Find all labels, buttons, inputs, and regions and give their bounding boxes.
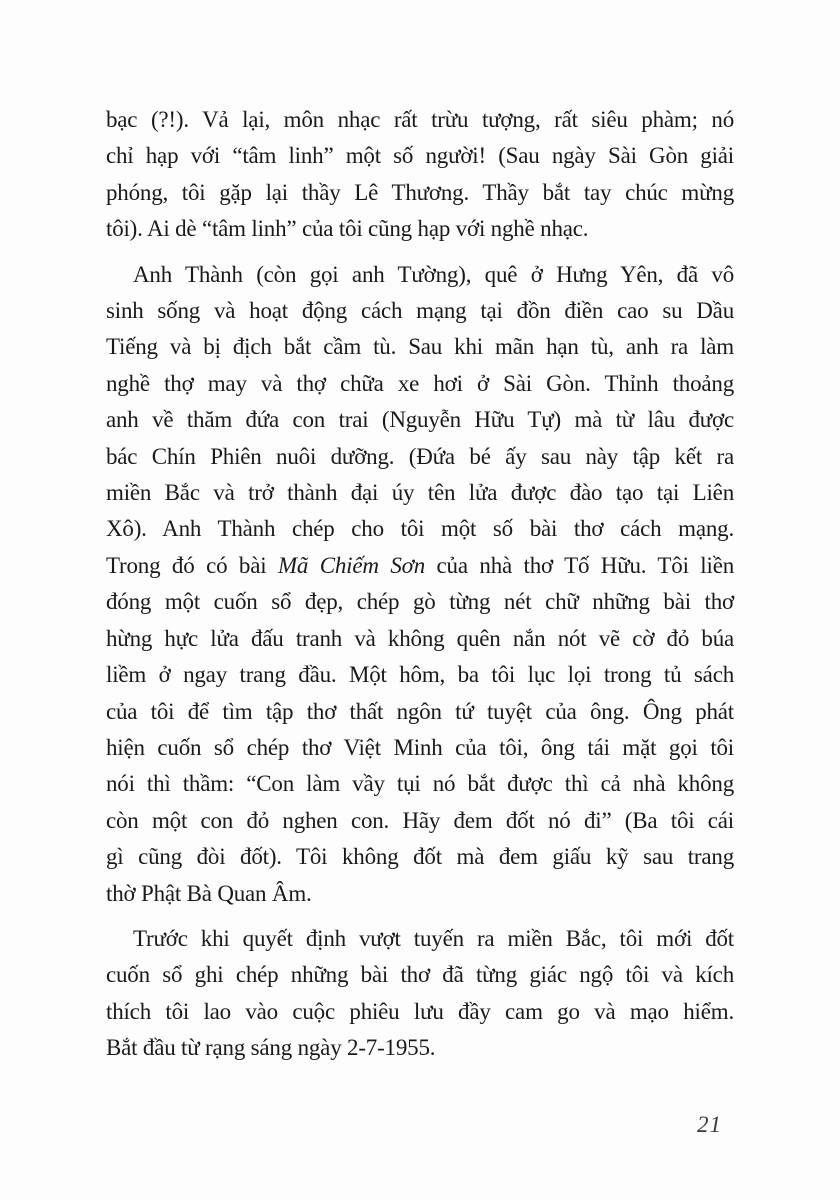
text-segment: Trong đó có bài bbox=[106, 552, 278, 578]
text-line: sinh sống và hoạt động cách mạng tại đồn điền cao su Dầu bbox=[106, 298, 734, 324]
text-line: bác Chín Phiên nuôi dưỡng. (Đứa bé ấy sau này tập kết ra bbox=[106, 443, 734, 469]
text-line: Trước khi quyết định vượt tuyến ra miền Bắc, tôi mới đốt bbox=[133, 925, 734, 951]
text-line: hừng hực lửa đấu tranh và không quên nắn nót vẽ cờ đỏ búa bbox=[106, 625, 734, 651]
paragraph-1 bbox=[106, 102, 734, 248]
paragraph-2 bbox=[106, 257, 734, 912]
text-line: Bắt đầu từ rạng sáng ngày 2-7-1955. bbox=[106, 1035, 436, 1061]
text-line bbox=[106, 548, 734, 584]
page-number: 21 bbox=[697, 1112, 722, 1137]
paragraph-3 bbox=[106, 921, 734, 1067]
text-line: Xô). Anh Thành chép cho tôi một số bài thơ cách mạng. bbox=[106, 516, 734, 542]
text-line: chỉ hạp với “tâm linh” một số người! (Sau ngày Sài Gòn giải bbox=[106, 143, 734, 169]
text-line: bạc (?!). Vả lại, môn nhạc rất trừu tượng, rất siêu phàm; nó bbox=[106, 107, 734, 132]
text-line: Tiếng và bị địch bắt cầm tù. Sau khi mãn hạn tù, anh ra làm bbox=[106, 334, 734, 360]
text-line: thờ Phật Bà Quan Âm. bbox=[106, 880, 312, 906]
text-line: phóng, tôi gặp lại thầy Lê Thương. Thầy bắt tay chúc mừng bbox=[106, 179, 734, 205]
text-line: Anh Thành (còn gọi anh Tường), quê ở Hưng Yên, đã vô bbox=[133, 261, 734, 287]
text-line: anh về thăm đứa con trai (Nguyễn Hữu Tự) mà từ lâu được bbox=[106, 407, 734, 433]
text-line: thích tôi lao vào cuộc phiêu lưu đầy cam go và mạo hiểm. bbox=[106, 998, 734, 1024]
text-line: miền Bắc và trở thành đại úy tên lửa được đào tạo tại Liên bbox=[106, 480, 734, 506]
text-line: liềm ở ngay trang đầu. Một hôm, ba tôi lục lọi trong tủ sách bbox=[106, 662, 734, 688]
text-line: hiện cuốn sổ chép thơ Việt Minh của tôi, ông tái mặt gọi tôi bbox=[106, 734, 734, 760]
text-line: cuốn sổ ghi chép những bài thơ đã từng giác ngộ tôi và kích bbox=[106, 962, 734, 988]
text-line: còn một con đỏ nghen con. Hãy đem đốt nó đi” (Ba tôi cái bbox=[106, 807, 734, 833]
text-line: nói thì thầm: “Con làm vầy tụi nó bắt được thì cả nhà không bbox=[106, 771, 734, 797]
text-line: đóng một cuốn sổ đẹp, chép gò từng nét chữ những bài thơ bbox=[106, 589, 734, 615]
text-line: gì cũng đòi đốt). Tôi không đốt mà đem giấu kỹ sau trang bbox=[106, 844, 734, 870]
text-segment: của nhà thơ Tố Hữu. Tôi liền bbox=[425, 552, 734, 578]
text-line: nghề thợ may và thợ chữa xe hơi ở Sài Gòn. Thỉnh thoảng bbox=[106, 370, 734, 396]
text-line: của tôi để tìm tập thơ thất ngôn tứ tuyệt của ông. Ông phát bbox=[106, 698, 734, 724]
poem-title-italic: Mã Chiếm Sơn bbox=[277, 552, 426, 578]
text-line: tôi). Ai dè “tâm linh” của tôi cũng hạp với nghề nhạc. bbox=[106, 216, 589, 242]
text-block bbox=[106, 102, 734, 1067]
